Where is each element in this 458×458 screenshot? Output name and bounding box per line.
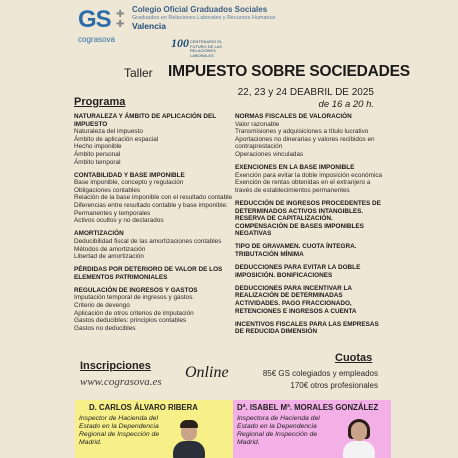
section-item: Relación de la base imponible con el resultado contable	[74, 194, 233, 202]
program-section	[235, 200, 385, 238]
section-item: Hecho imponible	[74, 143, 122, 151]
gs-logo-subtitle: cograsova	[78, 35, 115, 44]
program-right-column	[235, 113, 385, 341]
website-link[interactable]: www.cograsova.es	[80, 376, 162, 388]
event-time: de 16 a 20 h.	[318, 99, 374, 110]
section-item: Ámbito personal	[74, 150, 121, 158]
inscripciones-heading: Inscripciones	[80, 360, 151, 372]
section-heading: TIPO DE GRAVAMEN. CUOTA ÍNTEGRA. TRIBUTACIÓN MÍNIMA	[235, 243, 357, 258]
section-item: Naturaleza del impuesto	[74, 128, 143, 136]
section-item: Diferencias entre resultado contable y base imponible:	[74, 202, 228, 210]
section-item: Base imponible, concepto y regulación	[74, 179, 184, 187]
section-item: Gastos deducibles: principios contables	[74, 317, 187, 325]
program-section	[235, 285, 385, 315]
program-section	[235, 243, 385, 258]
speaker-name: D. CARLOS ÁLVARO RIBERA	[89, 403, 198, 412]
section-item: Transmisiones y adquisiciones a título lucrativo	[235, 128, 369, 136]
programa-heading: Programa	[74, 96, 126, 108]
section-item: Valor razonable	[235, 120, 280, 128]
section-item: Gastos no deducibles	[74, 324, 136, 332]
section-item: Permanentes y temporales	[74, 209, 151, 217]
speaker-name: Dª. ISABEL Mª. MORALES GONZÁLEZ	[237, 403, 379, 412]
section-heading: NATURALEZA Y ÁMBITO DE APLICACIÓN DEL IMPUESTO	[74, 113, 217, 128]
program-left-column	[74, 113, 234, 338]
event-date: 22, 23 y 24 DEABRIL DE 2025	[237, 87, 374, 98]
section-heading: CONTABILIDAD Y BASE IMPONIBLE	[74, 171, 185, 179]
section-item: Obligaciones contables	[74, 186, 141, 194]
colegio-line3: Valencia	[132, 21, 167, 31]
program-section	[74, 230, 234, 260]
section-item: Ámbito temporal	[74, 158, 121, 166]
colegio-line2: Graduados en Relaciones Laborales y Recursos Humanos	[132, 15, 276, 21]
section-item: Métodos de amortización	[74, 245, 146, 253]
speaker-card-isabel	[233, 400, 391, 458]
taller-label: Taller	[124, 66, 153, 80]
program-section	[235, 164, 385, 194]
centenario-text: CENTENARIO EL FUTURO DE LAS RELACIONES LABORALES	[190, 39, 223, 58]
section-heading: REDUCCIÓN DE INGRESOS PROCEDENTES DE DETERMINADOS ACTIVOS INTANGIBLES. RESERVA DE CAPITALIZACIÓN. COMPENSACIÓN DE BASES IMPONIBLES NEGATIVAS	[235, 199, 381, 238]
section-item: Aplicación de otros criterios de imputación	[74, 309, 194, 317]
header	[0, 0, 458, 60]
section-item: Exención de rentas obtenidas en el extranjero a través de establecimientos permanentes	[235, 179, 371, 194]
section-item: Deducibilidad fiscal de las amortizaciones contables	[74, 237, 222, 245]
online-label: Online	[185, 364, 229, 381]
program-section	[74, 113, 234, 166]
section-heading: AMORTIZACIÓN	[74, 230, 124, 238]
gs-logo-letters: GS	[78, 6, 111, 33]
cross-icon: ✚ ✚	[116, 9, 125, 30]
colegio-name	[132, 6, 275, 30]
section-item: Exención para evitar la doble imposición económica	[235, 171, 383, 179]
section-heading: DEDUCCIONES PARA INCENTIVAR LA REALIZACIÓN DE DETERMINADAS ACTIVIDADES. PAGO FRACCIONADO, RETENCIONES E INGRESOS A CUENTA	[235, 284, 357, 315]
program-section	[235, 321, 385, 336]
section-item: Aportaciones no dinerarias y valores recibidos en contraprestación	[235, 135, 375, 151]
cuotas-heading: Cuotas	[335, 352, 373, 364]
price-members: 85€ GS colegiados y empleados	[262, 369, 378, 378]
program-section	[74, 287, 234, 333]
section-item: Ámbito de aplicación espacial	[74, 135, 159, 143]
speaker-photo	[341, 418, 377, 458]
price-others: 170€ otros profesionales	[290, 381, 378, 390]
section-heading: EXENCIONES EN LA BASE IMPONIBLE	[235, 164, 355, 172]
speaker-description: Inspector de Hacienda del Estado en la Dependencia Regional de Inspección de Madrid.	[79, 415, 160, 446]
section-heading: REGULACIÓN DE INGRESOS Y GASTOS	[74, 286, 198, 294]
section-item: Imputación temporal de ingresos y gastos.	[74, 294, 195, 302]
section-heading: PÉRDIDAS POR DETERIORO DE VALOR DE LOS ELEMENTOS PATRIMONIALES	[74, 266, 223, 281]
section-heading: NORMAS FISCALES DE VALORACIÓN	[235, 113, 352, 120]
program-section	[74, 172, 234, 225]
section-item: Libertad de amortización	[74, 253, 144, 261]
section-item: Operaciones vinculadas	[235, 150, 304, 158]
section-heading: INCENTIVOS FISCALES PARA LAS EMPRESAS DE REDUCIDA DIMENSIÓN	[235, 320, 379, 336]
section-heading: DEDUCCIONES PARA EVITAR LA DOBLE IMPOSICIÓN. BONIFICACIONES	[235, 264, 361, 279]
speaker-description: Inspectora de Hacienda del Estado en la Dependencia Regional de Inspección de Madrid.	[237, 415, 320, 446]
colegio-line1: Colegio Oficial Graduados Sociales	[132, 5, 268, 14]
program-section	[235, 113, 385, 159]
speaker-photo	[171, 418, 207, 458]
centenario-badge: 100	[171, 36, 189, 50]
program-section	[235, 264, 385, 279]
speaker-card-carlos	[75, 400, 233, 458]
section-item: Criterio de devengo	[74, 302, 130, 310]
page-title: IMPUESTO SOBRE SOCIEDADES	[168, 63, 410, 80]
program-section	[74, 266, 234, 281]
section-item: Activos ocultos y no declarados	[74, 217, 164, 225]
